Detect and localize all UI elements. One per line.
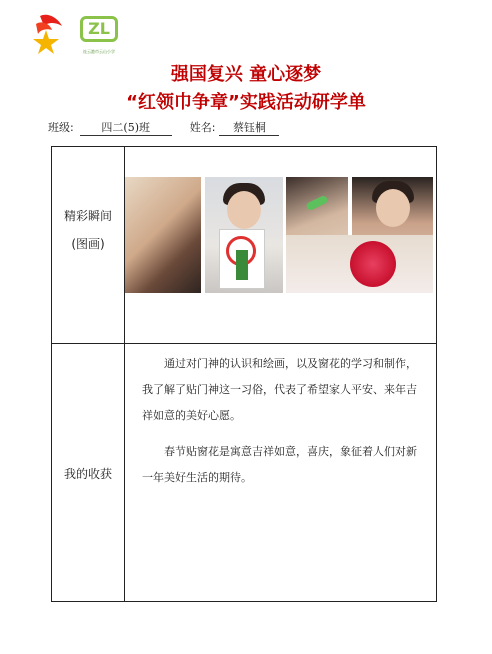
- name-value: 蔡钰桐: [219, 119, 279, 136]
- class-value: 四二(5)班: [80, 119, 172, 136]
- harvest-label: 我的收获: [63, 467, 112, 481]
- row-divider: [52, 343, 436, 344]
- school-logo-icon: ZL 连云港市云山小学: [76, 12, 122, 52]
- photo-paper-cutting-flower: [286, 235, 433, 293]
- highlights-label: 精彩瞬间: [63, 209, 112, 223]
- harvest-paragraph-1: 通过对门神的认识和绘画，以及窗花的学习和制作，我了解了贴门神这一习俗，代表了希望家人平安、来年吉祥如意的美好心愿。: [142, 357, 417, 422]
- harvest-paragraph-2: 春节贴窗花是寓意吉祥如意，喜庆，象征着人们对新一年美好生活的期待。: [142, 445, 417, 484]
- scissors: [305, 195, 328, 212]
- photo-girl-with-drawing: [205, 177, 283, 293]
- window-flower: [350, 241, 396, 287]
- student-info: [48, 119, 279, 136]
- highlights-sublabel: (图画): [71, 237, 105, 251]
- page-subtitle: “红领巾争章”实践活动研学单: [126, 92, 366, 113]
- photo-collage: [125, 177, 435, 293]
- door-god-drawing: [219, 229, 265, 289]
- young-pioneers-badge-icon: [28, 12, 68, 56]
- school-caption: 连云港市云山小学: [83, 49, 115, 54]
- page-title: 强国复兴 童心逐梦: [170, 64, 322, 85]
- photo-drawing-close-up: [125, 177, 201, 293]
- research-table: [51, 146, 437, 602]
- name-label: 姓名:: [189, 121, 216, 134]
- class-label: 班级:: [48, 121, 74, 134]
